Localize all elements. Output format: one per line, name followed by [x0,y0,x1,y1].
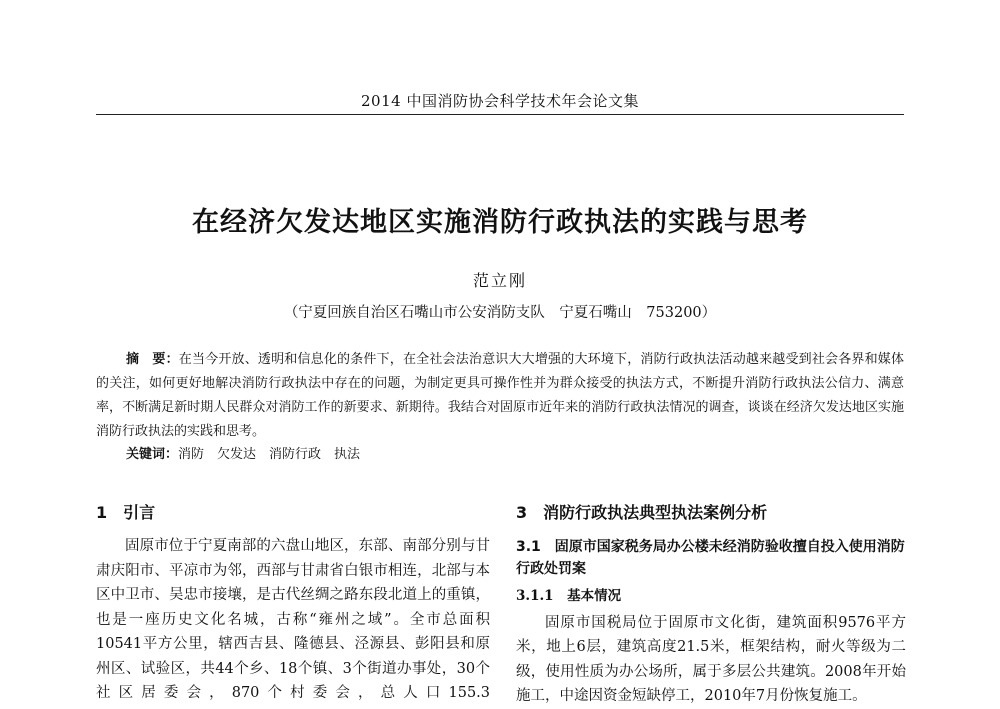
header-rule [96,114,904,115]
section-3-1-heading: 3.1 固原市国家税务局办公楼未经消防验收擅自投入使用消防行政处罚案 [516,539,905,577]
section-3-1-1-paragraph: 固原市国税局位于固原市文化街，建筑面积9576平方米，地上6层，建筑高度21.5米，框架结构，耐火等级为二级，使用性质为办公场所，属于多层公共建筑。2008年开始施工，中途因资金短缺停工，2010年7月份恢复施工。 [516,614,906,704]
section-3-heading: 3 消防行政执法典型执法案例分析 [516,503,768,522]
paper-title: 在经济欠发达地区实施消防行政执法的实践与思考 [192,207,808,238]
author-affiliation: （宁夏回族自治区石嘴山市公安消防支队 宁夏石嘴山 753200） [283,305,717,321]
abstract [96,348,904,444]
keywords [126,443,360,462]
section-3-body [516,536,906,709]
abstract-text: 在当今开放、透明和信息化的条件下，在全社会法治意识大大增强的大环境下，消防行政执法活动越来越受到社会各界和媒体的关注，如何更好地解决消防行政执法中存在的问题，为制定更具可操作性并为群众接受的执法方式，不断提升消防行政执法公信力、满意率，不断满足新时期人民群众对消防工作的新要求、新期待。我结合对固原市近年来的消防行政执法情况的调查，谈谈在经济欠发达地区实施消防行政执法的实践和思考。 [96,352,904,439]
section-1-body [96,534,490,706]
section-1-heading: 1 引言 [96,503,156,522]
section-1-paragraph: 固原市位于宁夏南部的六盘山地区，东部、南部分别与甘肃庆阳市、平凉市为邻，西部与甘肃省白银市相连，北部与本区中卫市、吴忠市接壤，是古代丝绸之路东段北道上的重镇，也是一座历史文化名城，古称“雍州之域”。全市总面积10541平方公里，辖西吉县、隆德县、泾源县、彭阳县和原州区、试验区，共44个乡、18个镇、3个街道办事处，30个社区居委会，870个村委会，总人口155.3 [96,538,490,701]
section-3-1-1-heading: 3.1.1 基本情况 [516,588,622,604]
abstract-label: 摘 要： [126,352,179,367]
keywords-label: 关键词： [126,447,179,462]
author-name: 范立刚 [472,271,527,290]
keywords-text: 消防 欠发达 消防行政 执法 [178,447,361,462]
running-header: 2014 中国消防协会科学技术年会论文集 [361,92,639,110]
